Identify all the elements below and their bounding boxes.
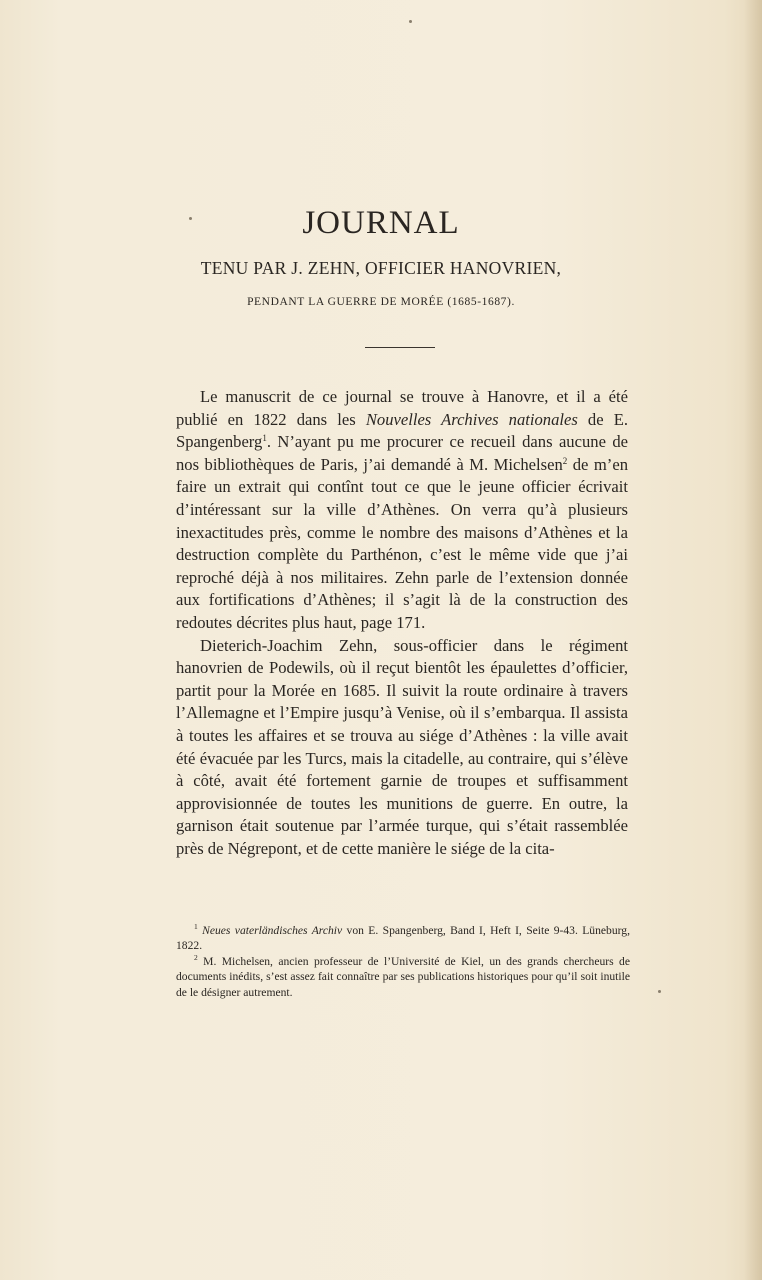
title-divider bbox=[365, 347, 435, 348]
footnote-ref-1: 1 bbox=[262, 433, 267, 444]
paper-speck bbox=[189, 217, 192, 220]
paper-speck bbox=[658, 990, 661, 993]
page-edge-shadow bbox=[744, 0, 762, 1280]
paper-speck bbox=[409, 20, 412, 23]
body-text bbox=[176, 386, 628, 860]
footnotes bbox=[176, 923, 630, 1000]
cited-title: Nouvelles Archives nationales bbox=[365, 409, 578, 429]
paragraph-2: Dieterich-Joachim Zehn, sous-officier dans le régiment hanovrien de Podewils, où il reçut bientôt les épaulettes d’officier, partit pour la Morée en 1685. Il suivit la route ordinaire à travers l’Allemagne et l’Empire jusqu’à Venise, où il s’embarqua. Il assista à toutes les affaires et se trouva au siége d’Athènes : la ville avait été évacuée par les Turcs, mais la citadelle, au contraire, qui s’élève à côté, avait été fortement garnie de troupes et suffisamment approvisionnée de toutes les munitions de guerre. En outre, la garnison était soutenue par l’armée turque, qui s’était rassemblée près de Négrepont, et de cette manière le siége de la cita- bbox=[176, 635, 628, 858]
footnote-ref-2: 2 bbox=[562, 455, 568, 466]
paragraph-1: Le manuscrit de ce journal se trouve à Hanovre, et il a été publié en 1822 dans les Nouvelles Archives nationales de E. Spangenberg$^1$. N’ayant pu me procurer ce recueil dans aucune de nos bibliothèques de Paris, j’ai demandé à M. Michelsen$^2$ de m’en faire un extrait qui contînt tout ce que le jeune officier écrivait d’intéressant sur la ville d’Athènes. On verra qu’à plusieurs inexactitudes près, comme le nombre des maisons d’Athènes et la destruction complète du Parthénon, c’est le même vide que j’ai reproché déjà à nos militaires. Zehn parle de l’extension donnée aux fortifications d’Athènes; il s’agit là de la construction des redoutes décrites plus haut, page 171. bbox=[176, 387, 628, 632]
page-subtitle-period: PENDANT LA GUERRE DE MORÉE (1685-1687). bbox=[247, 296, 515, 308]
page-title: JOURNAL bbox=[302, 205, 460, 241]
footnote-1: $^1$ Neues vaterländisches Archiv von E. Spangenberg, Band I, Heft I, Seite 9-43. Lüneburg, 1822. bbox=[176, 922, 630, 953]
page-subtitle: TENU PAR J. ZEHN, OFFICIER HANOVRIEN, bbox=[200, 258, 562, 278]
footnote-2: $^2$ M. Michelsen, ancien professeur de l’Université de Kiel, un des grands chercheurs de documents inédits, s’est assez fait connaître par ses publications historiques pour qu’il soit inutile de le désigner autrement. bbox=[176, 952, 630, 999]
